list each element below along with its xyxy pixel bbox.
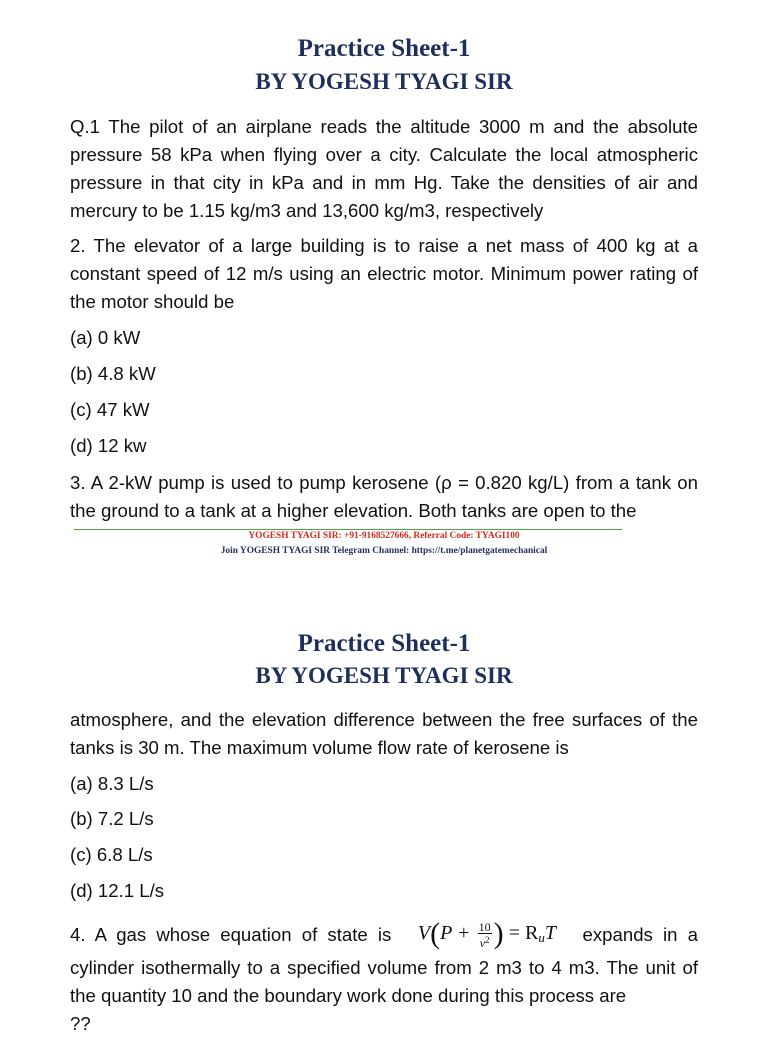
question-4-cut-line: ??: [70, 1013, 91, 1034]
question-4-body: cylinder isothermally to a specified volume from 2 m3 to 4 m3. The unit of the quantity 10 and the boundary work done during this process are: [70, 957, 698, 1006]
q2-option-c: (c) 47 kW: [70, 399, 150, 420]
q3-option-a: (a) 8.3 L/s: [70, 773, 154, 794]
q3-option-c: (c) 6.8 L/s: [70, 844, 153, 865]
question-4-line: [70, 915, 698, 955]
footer-telegram: [0, 546, 768, 556]
q2-option-a: (a) 0 kW: [70, 327, 141, 348]
question-4-prefix: 4. A gas whose equation of state is: [70, 924, 392, 945]
q2-option-b: (b) 4.8 kW: [70, 363, 156, 384]
page-subtitle: BY YOGESH TYAGI SIR: [255, 69, 513, 94]
question-3-start: 3. A 2-kW pump is used to pump kerosene (ρ = 0.820 kg/L) from a tank on the ground to a tank at a higher elevation. Both tanks are open to the: [70, 472, 698, 521]
footer-telegram-label: Join YOGESH TYAGI SIR Telegram Channel:: [220, 546, 412, 556]
question-2: 2. The elevator of a large building is to raise a net mass of 400 kg at a constant speed of 12 m/s using an electric motor. Minimum power rating of the motor should be: [70, 235, 698, 312]
q3-option-d: (d) 12.1 L/s: [70, 880, 165, 901]
footer-contact: YOGESH TYAGI SIR: +91-9168527666, Referral Code: TYAGI100: [248, 531, 520, 541]
q3-option-b: (b) 7.2 L/s: [70, 808, 154, 829]
q2-option-d: (d) 12 kw: [70, 435, 147, 456]
page-2: [0, 612, 768, 1034]
equation-of-state: V(P + $\frac{10}{v^2}$ ) = $R_uT$: [417, 916, 557, 950]
question-1: Q.1 The pilot of an airplane reads the altitude 3000 m and the absolute pressure 58 kPa when flying over a city. Calculate the local atmospheric pressure in that city in kPa and in mm Hg. Take the densities of air and mercury to be 1.15 kg/m3 and 13,600 kg/m3, respectively: [70, 116, 698, 221]
question-4-suffix: expands in a: [582, 924, 698, 945]
page-2-subtitle: BY YOGESH TYAGI SIR: [255, 663, 513, 688]
question-3-continued: atmosphere, and the elevation difference between the free surfaces of the tanks is 30 m. The maximum volume flow rate of kerosene is: [70, 709, 698, 758]
page-2-title: Practice Sheet-1: [297, 630, 471, 657]
footer-divider: [74, 529, 622, 530]
page-title: Practice Sheet-1: [297, 35, 471, 62]
telegram-link[interactable]: https://t.me/planetgatemechanical: [411, 546, 548, 556]
equation-fraction: $\frac{10}{v^2}$: [478, 919, 491, 950]
